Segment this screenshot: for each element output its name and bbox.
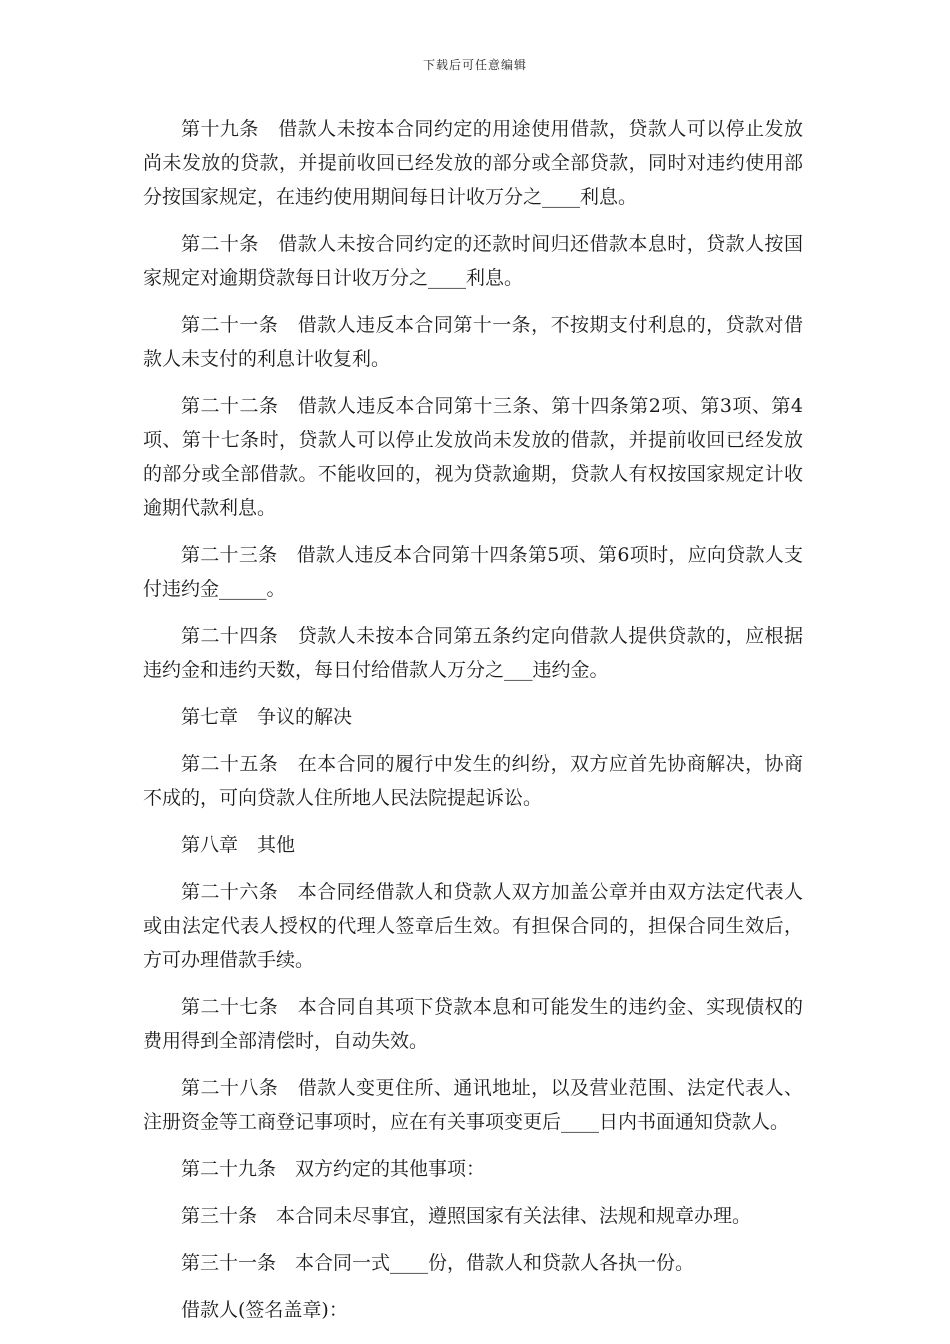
article-27: 第二十七条 本合同自其项下贷款本息和可能发生的违约金、实现债权的费用得到全部清偿时，自动失效。: [143, 996, 803, 1052]
article-23: 第二十三条 借款人违反本合同第十四条第5项、第6项时，应向贷款人支付违约金_____。: [143, 544, 803, 600]
chapter-7-heading: 第七章 争议的解决: [181, 706, 353, 728]
chapter-8-heading: 第八章 其他: [181, 834, 296, 856]
article-20: 第二十条 借款人未按合同约定的还款时间归还借款本息时，贷款人按国家规定对逾期贷款每日计收万分之____利息。: [143, 233, 803, 289]
article-30: 第三十条 本合同未尽事宜，遵照国家有关法律、法规和规章办理。: [181, 1205, 752, 1227]
borrower-signature-line: 借款人(签名盖章)：: [181, 1299, 348, 1321]
article-25: 第二十五条 在本合同的履行中发生的纠纷，双方应首先协商解决，协商不成的，可向贷款人住所地人民法院提起诉讼。: [143, 753, 803, 809]
article-29: 第二十九条 双方约定的其他事项：: [181, 1158, 486, 1180]
article-22: 第二十二条 借款人违反本合同第十三条、第十四条第2项、第3项、第4项、第十七条时，贷款人可以停止发放尚未发放的借款，并提前收回已经发放的部分或全部借款。不能收回的，视为贷款逾期，贷款人有权按国家规定计收逾期代款利息。: [143, 395, 803, 519]
article-21: 第二十一条 借款人违反本合同第十一条，不按期支付利息的，贷款对借款人未支付的利息计收复利。: [143, 314, 803, 370]
article-28: 第二十八条 借款人变更住所、通讯地址，以及营业范围、法定代表人、注册资金等工商登记事项时，应在有关事项变更后____日内书面通知贷款人。: [143, 1077, 803, 1133]
article-31: 第三十一条 本合同一式____份，借款人和贷款人各执一份。: [181, 1252, 695, 1274]
article-26: 第二十六条 本合同经借款人和贷款人双方加盖公章并由双方法定代表人或由法定代表人授权的代理人签章后生效。有担保合同的，担保合同生效后，方可办理借款手续。: [143, 881, 803, 971]
article-19: 第十九条 借款人未按本合同约定的用途使用借款，贷款人可以停止发放尚未发放的贷款，并提前收回已经发放的部分或全部贷款，同时对违约使用部分按国家规定，在违约使用期间每日计收万分之____利息。: [143, 118, 803, 208]
document-body: [143, 112, 803, 1340]
article-24: 第二十四条 贷款人未按本合同第五条约定向借款人提供贷款的，应根据违约金和违约天数，每日付给借款人万分之___违约金。: [143, 625, 803, 681]
page-header: 下载后可任意编辑: [422, 58, 527, 72]
